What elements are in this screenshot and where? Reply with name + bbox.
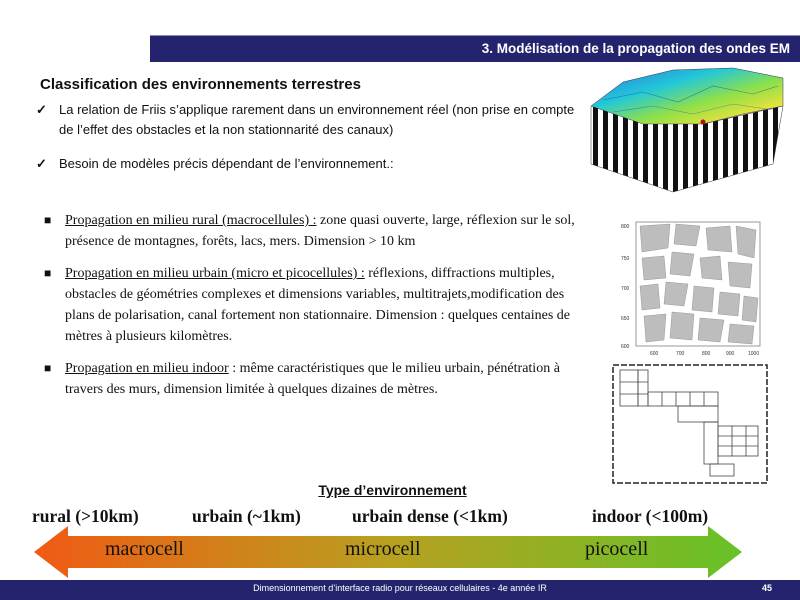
bullet-icon: ■ [44, 213, 52, 227]
bullet-body: zone quasi ouverte, large, réflexion sur le sol, présence de montagnes, forêts, lacs, mers. Dimension > 10 km [65, 213, 575, 249]
cell-label-picocell: picocell [585, 538, 649, 560]
bullet-urban [44, 263, 589, 347]
environment-type-title: Type d’environnement [318, 482, 467, 498]
env-label-indoor: indoor (<100m) [592, 506, 709, 526]
footer-text: Dimensionnement d’interface radio pour réseaux cellulaires - 4e année IR [253, 583, 547, 593]
header-bar [150, 35, 800, 62]
map-x-tick: 800 [702, 351, 711, 357]
map-y-tick: 800 [621, 224, 630, 230]
map-x-tick: 1000 [748, 351, 760, 357]
check-item [36, 100, 576, 140]
bullet-indoor [44, 358, 589, 400]
bullet-rural [44, 210, 589, 252]
env-label-dense-urban: urbain dense (<1km) [352, 506, 508, 526]
map-y-tick: 650 [621, 316, 630, 322]
slide-title: 3. Modélisation de la propagation des ondes EM [481, 41, 790, 56]
bullet-heading: Propagation en milieu indoor [65, 361, 229, 376]
bullet-heading: Propagation en milieu rural (macrocellules) : [65, 213, 317, 228]
section-title: Classification des environnements terrestres [40, 76, 361, 93]
bullet-body: : même caractéristiques que le milieu urbain, pénétration à travers des murs, dimension limitée à quelques dizaines de mètres. [65, 361, 560, 397]
page-number: 45 [761, 583, 772, 593]
indoor-floorplan-image [612, 364, 768, 484]
map-y-tick: 700 [621, 286, 630, 292]
map-x-tick: 900 [726, 351, 735, 357]
urban-map-image [620, 218, 765, 358]
check-item [36, 154, 576, 174]
check-text: Besoin de modèles précis dépendant de l’environnement.: [59, 156, 394, 171]
map-y-tick: 600 [621, 344, 630, 350]
cell-label-microcell: microcell [345, 538, 421, 560]
checkmark-icon: ✓ [36, 156, 47, 171]
bullet-list [44, 210, 589, 411]
bullet-icon: ■ [44, 266, 52, 280]
bullet-heading: Propagation en milieu urbain (micro et picocellules) : [65, 266, 365, 281]
check-text: La relation de Friis s’applique rarement dans un environnement réel (non prise en compte de l’effet des obstacles et la non stationnarité des canaux) [59, 102, 575, 137]
bullet-body: réflexions, diffractions multiples, obstacles de géométries complexes et dimensions variables, multitrajets,modification des plans de polarisation, canal fortement non stationnaire. Dimension : quelques centaines de mètres à plusieurs kilomètres. [65, 266, 571, 344]
cell-label-macrocell: macrocell [105, 538, 184, 560]
env-label-rural: rural (>10km) [32, 506, 139, 526]
env-label-urban: urbain (~1km) [192, 506, 301, 526]
map-x-tick: 600 [650, 351, 659, 357]
bullet-icon: ■ [44, 361, 52, 375]
map-x-tick: 700 [676, 351, 685, 357]
checkmark-icon: ✓ [36, 102, 47, 117]
terrain-3d-image [583, 66, 793, 194]
map-y-tick: 750 [621, 256, 630, 262]
